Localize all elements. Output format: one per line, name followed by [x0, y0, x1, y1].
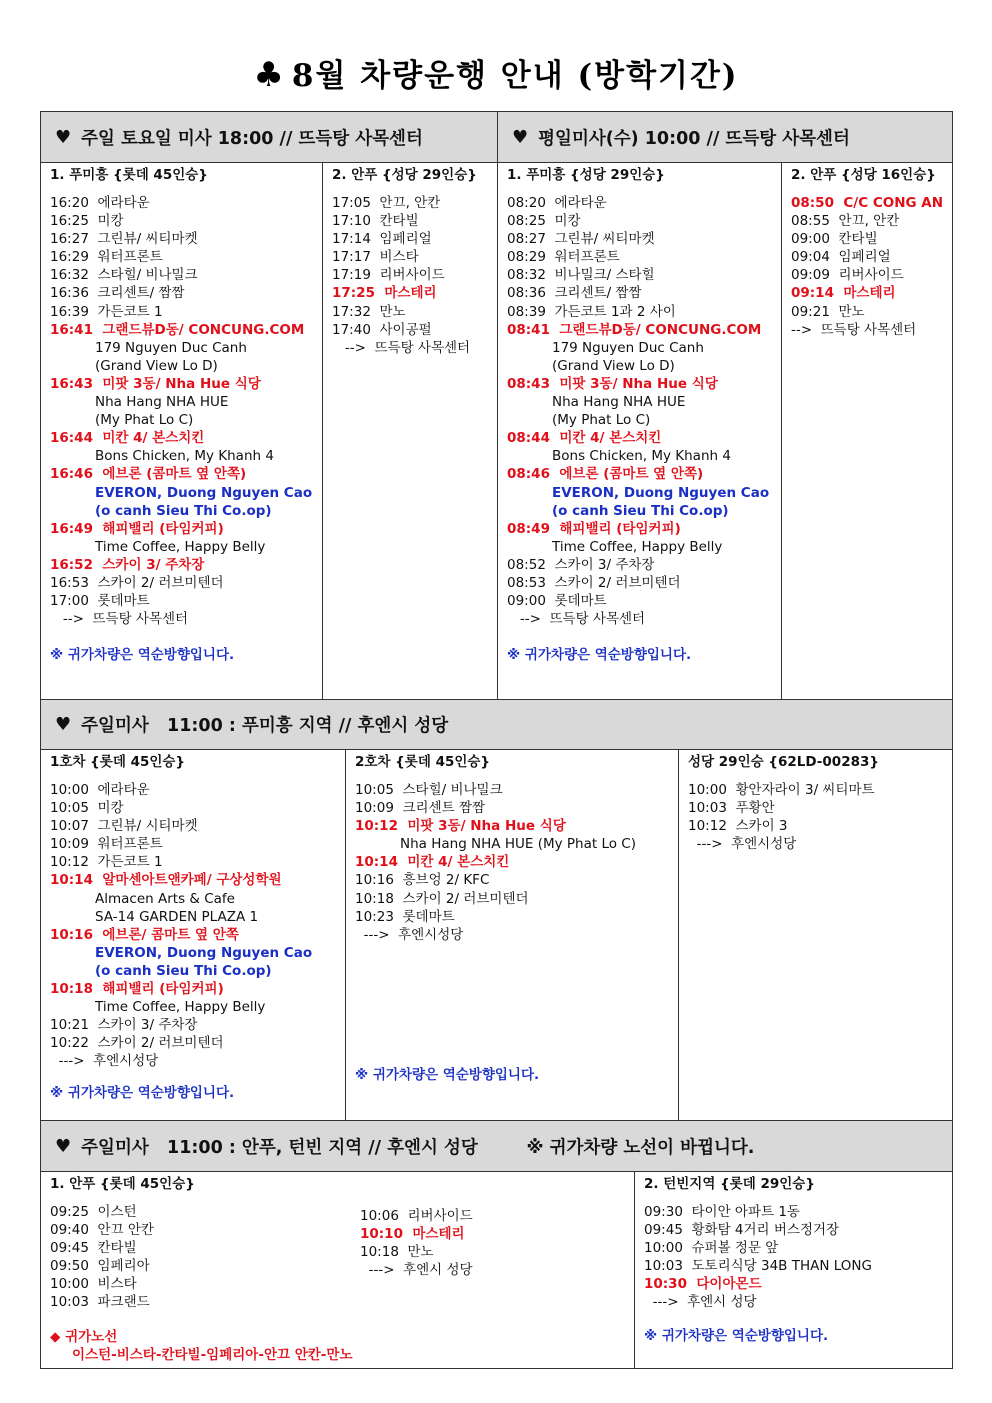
stop-line: 08:27 그린뷰/ 씨티마켓: [507, 231, 655, 248]
column-title: 2호차 {롯데 45인승}: [355, 754, 491, 770]
stop-line: ---> 후엔시성당: [355, 926, 464, 943]
return-note: ※ 귀가차량은 역순방향입니다.: [644, 1328, 829, 1344]
sec1-col-anphu-weekday: [781, 162, 953, 700]
stop-line: ---> 후엔시 성당: [360, 1262, 473, 1279]
stop-line: 09:40 안끄 안칸: [50, 1222, 154, 1239]
column-title: 2. 턴빈지역 {롯데 29인승}: [644, 1176, 815, 1192]
stop-line: 16:29 워터프론트: [50, 249, 163, 266]
return-note: ※ 귀가차량은 역순방향입니다.: [50, 1085, 235, 1101]
stop-line: 10:03 파크랜드: [50, 1294, 150, 1311]
stop-line: (o canh Sieu Thi Co.op): [95, 962, 272, 979]
stop-line: --> 뜨득탕 사목센터: [507, 611, 646, 628]
stop-line: 10:21 스카이 3/ 주차장: [50, 1017, 198, 1034]
stop-line: 09:45 황화탐 4거리 버스정거장: [644, 1222, 840, 1239]
stop-line: 10:12 미팟 3동/ Nha Hue 식당: [355, 818, 566, 835]
stop-line: 08:43 미팟 3동/ Nha Hue 식당: [507, 375, 718, 392]
stop-line: 17:05 안끄, 안칸: [332, 195, 441, 211]
section1-right-header: ♥ 평일미사(수) 10:00 // 뜨득탕 사목센터: [497, 111, 953, 163]
stop-line: (My Phat Lo C): [552, 412, 651, 429]
stop-line: 10:03 도토리식당 34B THAN LONG: [644, 1258, 872, 1275]
stop-line: ---> 후엔시성당: [688, 836, 797, 853]
return-route: 이스턴-비스타-칸타빌-임페리아-안끄 안칸-만노: [72, 1347, 353, 1363]
stop-line: 10:09 워터프론트: [50, 836, 163, 853]
stop-line: 17:25 마스테리: [332, 285, 437, 302]
section3-header: ♥ 주일미사 11:00 : 안푸, 턴빈 지역 // 후엔시 성당 ※ 귀가차량 노선이 바뀝니다.: [40, 1120, 953, 1172]
stop-line: ---> 후엔시성당: [50, 1053, 159, 1070]
stop-line: 09:45 칸타빌: [50, 1240, 137, 1257]
stop-line: (o canh Sieu Thi Co.op): [552, 502, 729, 519]
stop-line: 17:19 리버사이드: [332, 267, 445, 284]
stop-line: EVERON, Duong Nguyen Cao: [552, 484, 770, 501]
heart-icon: ♥: [55, 1135, 72, 1157]
stop-line: 10:00 슈퍼볼 정문 앞: [644, 1240, 779, 1257]
stop-line: 10:23 롯데마트: [355, 908, 455, 925]
stop-line: 10:06 리버사이드: [360, 1208, 473, 1224]
stop-line: 16:52 스카이 3/ 주차장: [50, 556, 205, 573]
column-title: 2. 안푸 {성당 29인승}: [332, 167, 477, 183]
sec1-col-puminhung-saturday: [40, 162, 323, 700]
heart-icon: ♥: [55, 714, 72, 735]
stop-line: 10:00 비스타: [50, 1276, 137, 1293]
sec2-col-bus1: [40, 749, 346, 1121]
stop-line: 16:20 에라타운: [50, 195, 150, 211]
sec3-col-anphu: [40, 1171, 635, 1369]
stop-list: [332, 194, 489, 357]
stop-line: --> 뜨득탕 사목센터: [332, 339, 471, 356]
section1-left-header: ♥ 주일 토요일 미사 18:00 // 뜨득탕 사목센터: [40, 111, 498, 163]
stop-line: 10:16 에브론/ 콤마트 옆 안쪽: [50, 926, 239, 943]
stop-line: (Grand View Lo D): [95, 357, 218, 374]
stop-line: Bons Chicken, My Khanh 4: [95, 448, 274, 465]
stop-line: 17:17 비스타: [332, 249, 419, 266]
stop-line: 09:09 리버사이드: [791, 267, 904, 284]
stop-line: 16:25 미캉: [50, 213, 124, 230]
stop-line: 179 Nguyen Duc Canh: [95, 339, 247, 356]
stop-line: 08:49 해피밸리 (타임커피): [507, 520, 681, 537]
stop-line: 10:00 에라타운: [50, 782, 150, 798]
return-note: ※ 귀가차량은 역순방향입니다.: [355, 1067, 540, 1083]
column-title: 1. 푸미흥 {롯데 45인승}: [50, 167, 208, 183]
stop-line: 17:00 롯데마트: [50, 593, 150, 610]
stop-line: 08:53 스카이 2/ 러브미텐더: [507, 574, 681, 591]
stop-line: 16:43 미팟 3동/ Nha Hue 식당: [50, 375, 261, 392]
stop-line: 10:12 스카이 3: [688, 818, 788, 835]
stop-list: [791, 194, 944, 339]
stop-line: 16:46 에브론 (콤마트 옆 안쪽): [50, 466, 247, 483]
stop-line: Time Coffee, Happy Belly: [95, 999, 266, 1016]
stop-line: Nha Hang NHA HUE: [95, 394, 229, 411]
stop-line: SA-14 GARDEN PLAZA 1: [95, 908, 259, 925]
stop-list: [50, 1203, 626, 1312]
stop-line: 16:44 미칸 4/ 본스치킨: [50, 430, 205, 447]
stop-line: 10:12 가든코트 1: [50, 854, 163, 871]
stop-line: 10:07 그린뷰/ 시티마켓: [50, 818, 198, 835]
stop-line: 16:39 가든코트 1: [50, 303, 163, 320]
stop-line: 08:50 C/C CONG AN: [791, 195, 944, 211]
club-icon: ♣: [253, 55, 286, 95]
stop-line: --> 뜨득탕 사목센터: [791, 321, 917, 338]
stop-line: 09:21 만노: [791, 303, 865, 320]
stop-line: 08:46 에브론 (콤마트 옆 안쪽): [507, 466, 704, 483]
stop-line: 09:25 이스턴: [50, 1204, 137, 1220]
sec1-col-anphu-saturday: [322, 162, 498, 700]
stop-line: 10:18 스카이 2/ 러브미텐더: [355, 890, 529, 907]
stop-line: 08:20 에라타운: [507, 195, 607, 211]
stop-line: 10:22 스카이 2/ 러브미텐더: [50, 1035, 224, 1052]
stop-line: 09:00 롯데마트: [507, 593, 607, 610]
sec2-col-bus2: [345, 749, 679, 1121]
sec2-col-church-bus: [678, 749, 953, 1121]
stop-line: 10:05 스타힐/ 비나밀크: [355, 782, 503, 798]
stop-line: 09:14 마스테리: [791, 285, 896, 302]
stop-line: 17:14 임페리얼: [332, 231, 432, 248]
stop-line: Almacen Arts & Cafe: [95, 890, 235, 907]
stop-line: 10:18 만노: [360, 1244, 434, 1261]
section2-header: ♥ 주일미사 11:00 : 푸미흥 지역 // 후엔시 성당: [40, 699, 953, 750]
heart-icon: ♥: [512, 126, 529, 148]
stop-line: 08:39 가든코트 1과 2 사이: [507, 303, 676, 320]
stop-line: Bons Chicken, My Khanh 4: [552, 448, 731, 465]
column-title: 1. 안푸 {롯데 45인승}: [50, 1176, 195, 1192]
stop-line: (Grand View Lo D): [552, 357, 675, 374]
stop-line: 10:03 푸황안: [688, 800, 775, 817]
stop-line: ---> 후엔시 성당: [644, 1294, 757, 1311]
stop-line: 08:44 미칸 4/ 본스치킨: [507, 430, 662, 447]
stop-line: 08:29 워터프론트: [507, 249, 620, 266]
return-route-label: ◆ 귀가노선: [50, 1329, 118, 1345]
stop-line: Nha Hang NHA HUE (My Phat Lo C): [400, 836, 636, 853]
sec3-col-tanbinh: [634, 1171, 953, 1369]
stop-line: 08:52 스카이 3/ 주차장: [507, 556, 655, 573]
stop-line: 10:30 다이아몬드: [644, 1276, 762, 1293]
stop-line: 16:32 스타힐/ 비나밀크: [50, 267, 198, 284]
stop-line: (My Phat Lo C): [95, 412, 194, 429]
stop-line: 09:00 칸타빌: [791, 231, 878, 248]
stop-list: [688, 781, 944, 853]
stop-line: (o canh Sieu Thi Co.op): [95, 502, 272, 519]
column-title: 1. 푸미흥 {성당 29인승}: [507, 167, 665, 183]
stop-list-continued: [360, 1207, 473, 1279]
stop-line: 10:09 크리센트 짬짬: [355, 800, 486, 817]
stop-list: [355, 781, 670, 944]
stop-list: [50, 781, 337, 1071]
stop-line: 09:04 임페리얼: [791, 249, 891, 266]
stop-line: EVERON, Duong Nguyen Cao: [95, 944, 313, 961]
stop-line: 10:10 마스테리: [360, 1226, 465, 1243]
return-note: ※ 귀가차량은 역순방향입니다.: [50, 647, 235, 663]
stop-line: 08:55 안끄, 안칸: [791, 213, 900, 230]
stop-line: EVERON, Duong Nguyen Cao: [95, 484, 313, 501]
stop-line: 10:16 흥브엉 2/ KFC: [355, 872, 490, 889]
return-note: ※ 귀가차량은 역순방향입니다.: [507, 647, 692, 663]
stop-line: 10:14 미칸 4/ 본스치킨: [355, 854, 510, 871]
heart-icon: ♥: [55, 126, 72, 148]
stop-line: Time Coffee, Happy Belly: [95, 538, 266, 555]
stop-line: 16:53 스카이 2/ 러브미텐더: [50, 574, 224, 591]
stop-line: Time Coffee, Happy Belly: [552, 538, 723, 555]
column-title: 성당 29인승 {62LD-00283}: [688, 754, 879, 770]
stop-line: 08:32 비나밀크/ 스타힐: [507, 267, 655, 284]
column-title: 1호차 {롯데 45인승}: [50, 754, 186, 770]
stop-line: 09:50 임페리아: [50, 1258, 150, 1275]
stop-line: 16:27 그린뷰/ 씨티마켓: [50, 231, 198, 248]
page-title: ♣ 8월 차량운행 안내 (방학기간): [253, 55, 739, 95]
stop-list: [644, 1203, 944, 1312]
stop-line: 17:40 사이공펄: [332, 321, 432, 338]
column-title: 2. 안푸 {성당 16인승}: [791, 167, 936, 183]
stop-line: Nha Hang NHA HUE: [552, 394, 686, 411]
stop-line: 10:00 황안자라이 3/ 씨티마트: [688, 782, 875, 798]
stop-line: 08:25 미캉: [507, 213, 581, 230]
stop-line: 10:05 미캉: [50, 800, 124, 817]
stop-line: 17:32 만노: [332, 303, 406, 320]
stop-line: 17:10 칸타빌: [332, 213, 419, 230]
stop-list: [507, 194, 773, 628]
stop-line: --> 뜨득탕 사목센터: [50, 611, 189, 628]
stop-line: 09:30 타이안 아파트 1동: [644, 1204, 800, 1220]
stop-line: 08:41 그랜드뷰D동/ CONCUNG.COM: [507, 321, 762, 338]
sec1-col-puminhung-weekday: [497, 162, 782, 700]
stop-line: 08:36 크리센트/ 짬짬: [507, 285, 642, 302]
stop-line: 16:36 크리센트/ 짬짬: [50, 285, 185, 302]
stop-line: 179 Nguyen Duc Canh: [552, 339, 704, 356]
stop-line: 10:18 해피밸리 (타임커피): [50, 981, 224, 998]
stop-line: 16:41 그랜드뷰D동/ CONCUNG.COM: [50, 321, 305, 338]
stop-list: [50, 194, 314, 628]
stop-line: 10:14 알마센아트앤카페/ 구상성학원: [50, 872, 282, 889]
stop-line: 16:49 해피밸리 (타임커피): [50, 520, 224, 537]
